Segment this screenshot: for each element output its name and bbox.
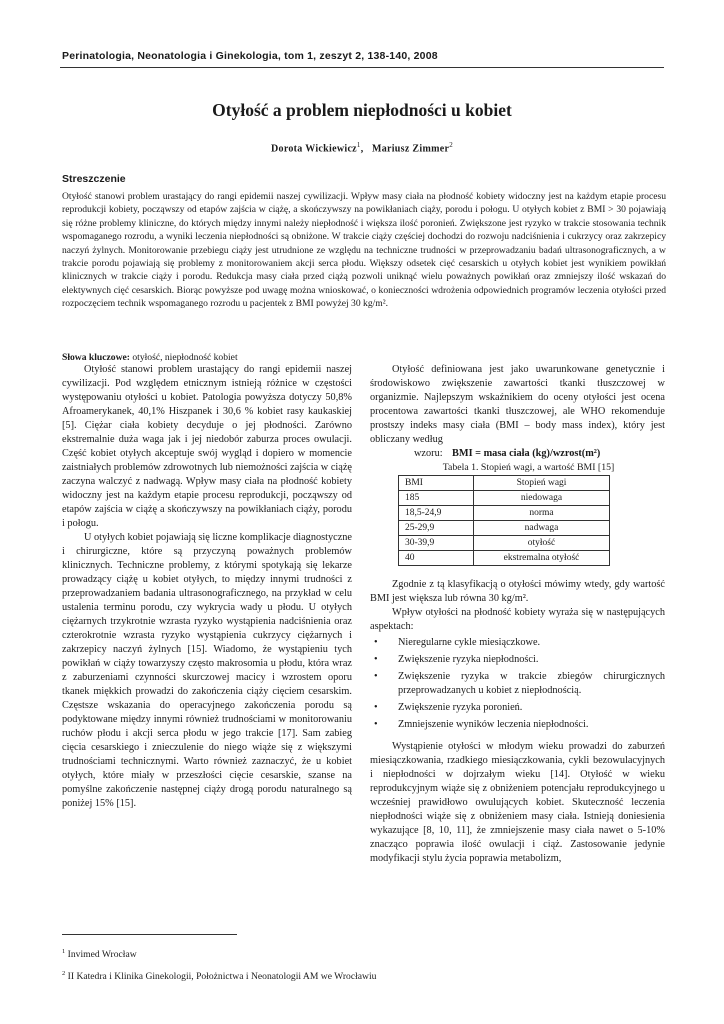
table-cell-stage: niedowaga bbox=[474, 491, 610, 506]
table-cell-bmi: 18,5-24,9 bbox=[399, 506, 474, 521]
aspects-list bbox=[370, 636, 665, 732]
list-item bbox=[370, 636, 665, 650]
list-item-text: Nieregularne cykle miesiączkowe. bbox=[398, 637, 541, 648]
bullet-icon: • bbox=[374, 671, 378, 682]
table-cell-bmi: 185 bbox=[399, 491, 474, 506]
abstract-body: Otyłość stanowi problem urastający do rangi epidemii naszej cywilizacji. Wpływ masy ciała na płodność kobiety widoczny jest na każdym etapie procesu reprodukcji kobiety, począwszy od etapów zajścia w ciążę, a skończywszy na powikłaniach ciąży, porodu i połogu. U otyłych kobiet z BMI > 30 pojawiają się różne problemy kliniczne, do których między innymi należy niepłodność i większa ilość poronień. Zwiększone jest ryzyko w trakcie stosowania technik wspomaganego rozrodu, a wyniki leczenia niepłodności są obniżone. W trakcie ciąży częściej dochodzi do rozwoju nadciśnienia i cukrzycy oraz zakrzepicy naczyń żylnych. Monitorowanie przebiegu ciąży jest utrudnione ze względu na techniczne trudności w przeprowadzaniu badań ultrasonograficznych, a w trakcie porodu pojawiają się problemy z monitorowaniem akcji serca płodu. Większy odsetek cięć cesarskich u otyłych kobiet jest wynikiem powikłań klinicznych w trakcie ciąży i porodu. Redukcja masy ciała przed ciążą pozwoli uniknąć wielu poważnych powikłań oraz zmniejszy ilość wskazań do elektywnych cięć cesarskich. Biorąc powyższe pod uwagę można wnioskować, o konieczności wdrożenia odpowiednich programów leczenia otyłości przed rozpoczęciem technik wspomaganego rozrodu u pacjentek z BMI powyżej 30 kg/m². bbox=[62, 191, 666, 310]
list-item-text: Zwiększenie ryzyka niepłodności. bbox=[398, 654, 539, 665]
table-row bbox=[399, 536, 610, 551]
author-affiliation-mark: 1 bbox=[356, 141, 361, 149]
keywords-value: otyłość, niepłodność kobiet bbox=[132, 352, 238, 363]
body-paragraph: Otyłość stanowi problem urastający do rangi epidemii naszej cywilizacji. Pod względem etnicznym istnieją różnice w częstości występowaniu otyłości u kobiet. Patologia powyższa dotyczy 50,8% Afroamerykanek, 40,1% Hiszpanek i 30,6 % kobiet rasy kaukaskiej [5]. Ciężar ciała kobiety decyduje o jej płodności. Zarówno ekstremalnie duża waga jak i jej niedobór zaburza proces owulacji. Część kobiet otyłych akceptuje swój wygląd i dopiero w momencie zaistniałych problemów zdrowotnych lub niemożności zajścia w ciążę zaczyna walczyć z nadwagą. Wpływ masy ciała na płodność kobiety widoczny jest na każdym etapie procesu reprodukcji, począwszy od etapów zajścia w ciążę a skończywszy na powikłaniach ciąży, porodu i połogu. bbox=[62, 364, 352, 529]
body-paragraph: Zgodnie z tą klasyfikacją o otyłości mówimy wtedy, gdy wartość BMI jest większa lub równa 30 kg/m². bbox=[370, 579, 665, 604]
table-row bbox=[399, 521, 610, 536]
header-rule bbox=[60, 67, 664, 68]
abstract-heading: Streszczenie bbox=[62, 173, 126, 185]
list-item bbox=[370, 653, 665, 667]
body-paragraph: Wystąpienie otyłości w młodym wieku prowadzi do zaburzeń miesiączkowania, rzadkiego miesiączkowania, cykli bezowulacyjnych i niepłodności w dojrzałym wieku [14]. Otyłość w wieku reprodukcyjnym wiąże się z obniżeniem potencjału reprodukcyjnego u wcześniej prawidłowo owulujących kobiet. Skuteczność leczenia niepłodności wiąże się z obniżeniem masy ciała. Istnieją doniesienia wykazujące [8, 10, 11], że zmniejszenie masy ciała nawet o 5-10% znacząco poprawia ilość owulacji i ciąż. Zastosowanie jedynie modyfikacji stylu życia poprawia metabolizm, bbox=[370, 741, 665, 864]
author-affiliation-mark: 2 bbox=[449, 141, 453, 149]
author-separator: , bbox=[360, 143, 364, 155]
table-cell-bmi: 30-39,9 bbox=[399, 536, 474, 551]
bmi-table bbox=[398, 475, 610, 566]
footnote-mark: 2 bbox=[62, 970, 66, 978]
formula-line bbox=[370, 447, 665, 461]
list-item bbox=[370, 701, 665, 715]
list-item-text: Zmniejszenie wyników leczenia niepłodności. bbox=[398, 719, 589, 730]
keywords bbox=[62, 352, 666, 363]
formula-label: wzoru: bbox=[414, 448, 443, 459]
table-row bbox=[399, 491, 610, 506]
body-paragraph: Otyłość definiowana jest jako uwarunkowane genetycznie i środowiskowo zwiększenie zawartości tkanki tłuszczowej w organizmie. Najlepszym wskaźnikiem do oceny otyłości jest ocena procentowa zawartości tkanki tłuszczowej, ale WHO rekomenduje prostszy indeks masy ciała (BMI – body mass index), który jest obliczany według bbox=[370, 364, 665, 445]
table-row bbox=[399, 551, 610, 566]
left-column bbox=[62, 363, 352, 811]
table-cell-stage: nadwaga bbox=[474, 521, 610, 536]
right-column bbox=[370, 363, 665, 866]
table-header: Stopień wagi bbox=[474, 476, 610, 491]
list-item-text: Zwiększenie ryzyka poronień. bbox=[398, 702, 523, 713]
author-name: Dorota Wickiewicz bbox=[271, 143, 357, 155]
bullet-icon: • bbox=[374, 654, 378, 665]
list-item-text: Zwiększenie ryzyka w trakcie zbiegów chirurgicznych przeprowadzanych u kobiet z niepłodnością. bbox=[398, 671, 665, 696]
table-cell-stage: ekstremalna otyłość bbox=[474, 551, 610, 566]
footnote-text: Invimed Wrocław bbox=[67, 949, 137, 961]
footnote-rule bbox=[62, 934, 237, 935]
footnotes bbox=[62, 942, 666, 986]
author-name: Mariusz Zimmer bbox=[371, 143, 450, 155]
table-cell-bmi: 40 bbox=[399, 551, 474, 566]
table-cell-stage: otyłość bbox=[474, 536, 610, 551]
table-row bbox=[399, 506, 610, 521]
table-header: BMI bbox=[399, 476, 474, 491]
table-cell-bmi: 25-29,9 bbox=[399, 521, 474, 536]
footnote-text: II Katedra i Klinika Ginekologii, Położnictwa i Neonatologii AM we Wrocławiu bbox=[67, 971, 377, 983]
footnote bbox=[62, 942, 666, 964]
bullet-icon: • bbox=[374, 719, 378, 730]
article-title: Otyłość a problem niepłodności u kobiet bbox=[212, 100, 512, 120]
footnote bbox=[62, 964, 666, 986]
footnote-mark: 1 bbox=[62, 948, 66, 955]
body-paragraph: U otyłych kobiet pojawiają się liczne komplikacje diagnostyczne i chirurgiczne, które są przyczyną poważnych problemów klinicznych. Techniczne problemy, z którymi spotykają się lekarze prowadzący ciążę u kobiet otyłych, to między innymi trudności z przeprowadzaniem badania ultrasonograficznego, na przykład w celu ustalenia terminu porodu, czy wykrycia wady u płodu. U otyłych ciężarnych trzykrotnie wzrasta ryzyko wystąpienia nadciśnienia oraz czterokrotnie wzrasta ryzyko wystąpienia cukrzycy ciężarnych i zakrzepicy naczyń żylnych [15]. Wiadomo, że wystąpieniu tych powikłań w ciąży towarzyszy często makrosomia u płodu, która wraz z zaburzeniami czynności skurczowej macicy i wzrostem oporu tkanek miękkich prowadzi do zakończenia ciąży cięciem cesarskim. Częstsze wskazania do operacyjnego zakończenia porodu są podyktowane między innymi również trudnościami w monitorowaniu ruchów płodu i akcji serca płodu w jego trakcie [17]. Sam zabieg cięcia cesarskiego i znieczulenie do niego wiąże się z większymi trudnościami technicznymi. Warto również zaznaczyć, że u kobiet otyłych, które miały w przeszłości cięcie cesarskie, szanse na pomyślne zakończenie następnej ciąży drogą porodu naturalnego są poniżej 15% [15]. bbox=[62, 532, 352, 809]
table-header-row bbox=[399, 476, 610, 491]
journal-header: Perinatologia, Neonatologia i Ginekologia, tom 1, zeszyt 2, 138-140, 2008 bbox=[62, 50, 438, 62]
table-cell-stage: norma bbox=[474, 506, 610, 521]
bullet-icon: • bbox=[374, 637, 378, 648]
keywords-label: Słowa kluczowe: bbox=[62, 352, 130, 363]
bmi-formula: BMI = masa ciała (kg)/wzrost(m²) bbox=[452, 448, 601, 459]
list-item bbox=[370, 718, 665, 732]
bullet-icon: • bbox=[374, 702, 378, 713]
list-item bbox=[370, 670, 665, 698]
body-paragraph: Wpływ otyłości na płodność kobiety wyraża się w następujących aspektach: bbox=[370, 607, 665, 632]
table-caption: Tabela 1. Stopień wagi, a wartość BMI [15] bbox=[442, 462, 615, 473]
authors bbox=[60, 141, 664, 154]
